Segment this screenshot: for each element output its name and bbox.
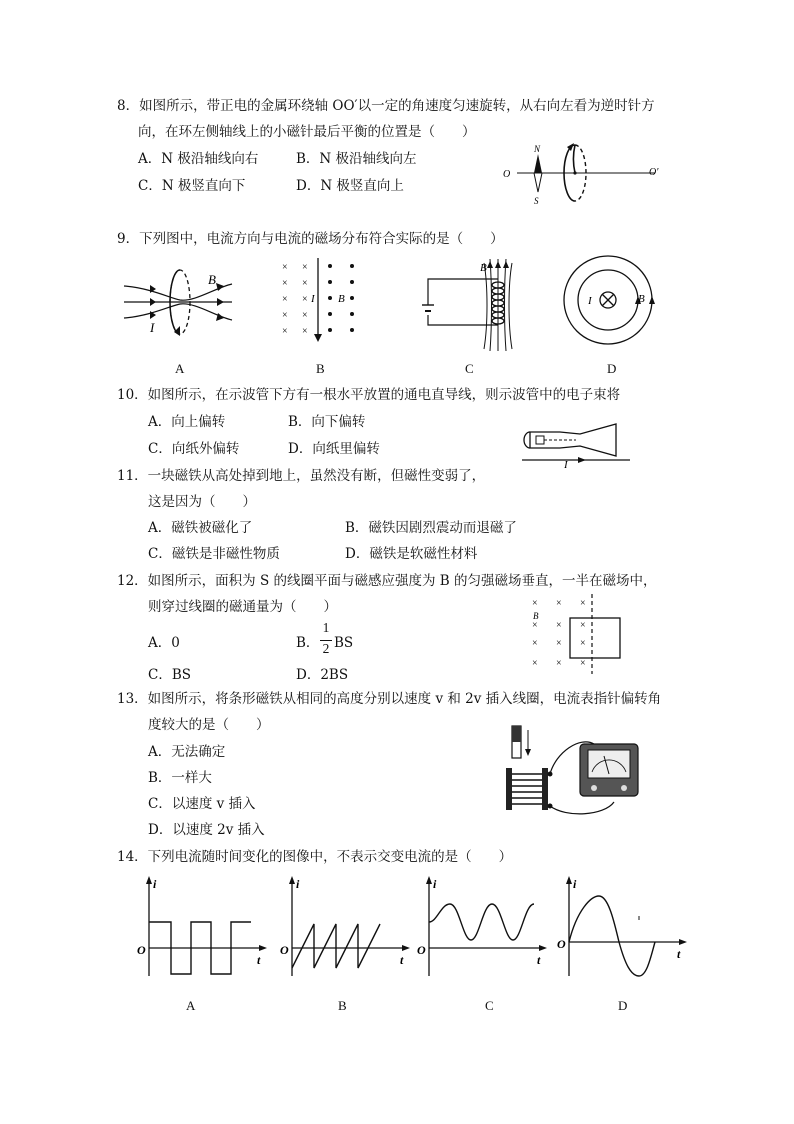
q14-graph-c-i-label: i [433, 877, 437, 891]
q14-graph-b-o-label: O [280, 943, 289, 957]
q10-option-a: A．向上偏转 [148, 414, 226, 430]
svg-text:×: × [580, 658, 586, 669]
q10-option-d: D．向纸里偏转 [288, 441, 380, 457]
svg-text:×: × [302, 310, 308, 321]
q11-stem-line1: 11．一块磁铁从高处掉到地上，虽然没有断，但磁性变弱了， [117, 468, 486, 484]
q14-graph-b-t-label: t [400, 953, 404, 967]
q10-fig-i-label: I [564, 459, 568, 471]
q14-graph-c-o-label: O [417, 943, 426, 957]
q14-stem: 14．下列电流随时间变化的图像中，不表示交变电流的是（ ） [117, 849, 513, 865]
q14-graph-d-sine-wave [555, 876, 685, 986]
svg-text:×: × [580, 598, 586, 609]
q9-label-c: C [465, 361, 474, 376]
svg-text:×: × [556, 620, 562, 631]
q13-option-c: C．以速度 v 插入 [148, 796, 256, 812]
q9-label-a: A [175, 361, 185, 376]
svg-text:×: × [282, 262, 288, 273]
q9-fig-d-b-label: B [638, 293, 645, 305]
q10-oscilloscope-tube-figure [520, 420, 640, 470]
q11-stem-line2: 这是因为（ ） [148, 494, 256, 510]
q12-option-d: D．2BS [296, 667, 349, 683]
q9-fig-a-b-label: B [208, 272, 216, 287]
q9-fig-a-ring-field [120, 262, 240, 352]
q11-option-d: D．磁铁是软磁性材料 [345, 546, 478, 562]
q13-option-a: A．无法确定 [148, 744, 226, 760]
svg-text:×: × [556, 598, 562, 609]
q9-fig-c-b-label: B [480, 262, 487, 274]
q12-option-b-suffix: BS [334, 635, 354, 651]
q8-option-a: A．N 极沿轴线向右 [138, 151, 259, 167]
q9-fig-b-wire-field [280, 258, 380, 348]
q8-option-d: D．N 极竖直向上 [296, 178, 404, 194]
q9-fig-d-i-label: I [588, 295, 592, 307]
q14-graph-d-i-label: i [573, 877, 577, 891]
q8-fig-n-label: N [534, 144, 541, 154]
q10-option-b: B．向下偏转 [288, 414, 366, 430]
svg-text:×: × [580, 620, 586, 631]
q11-option-c: C．磁铁是非磁性物质 [148, 546, 280, 562]
q14-graph-a-i-label: i [153, 877, 157, 891]
q12-option-c: C．BS [148, 667, 191, 683]
q9-fig-b-i-label: I [311, 293, 315, 305]
q9-label-d: D [607, 361, 617, 376]
q14-graph-a-square-wave [135, 876, 265, 986]
q14-graph-c-t-label: t [537, 953, 541, 967]
q12-option-b-numerator: 1 [322, 620, 330, 635]
q11-option-a: A．磁铁被磁化了 [148, 520, 253, 536]
q8-ring-compass-figure [495, 140, 695, 210]
q8-stem-line2: 向，在环左侧轴线上的小磁针最后平衡的位置是（ ） [138, 124, 476, 140]
q14-graph-d-o-label: O [557, 937, 566, 951]
q14-label-c: C [485, 998, 494, 1013]
q13-option-b: B．一样大 [148, 770, 212, 786]
q14-graph-b-sawtooth-wave [278, 876, 408, 986]
q8-option-c: C．N 极竖直向下 [138, 178, 246, 194]
q12-half-coil-field-figure [530, 594, 630, 674]
svg-text:×: × [282, 278, 288, 289]
svg-text:×: × [580, 638, 586, 649]
q12-option-b-denominator: 2 [322, 641, 330, 656]
q12-option-b-prefix: B． [296, 635, 320, 651]
q8-option-b: B．N 极沿轴线向左 [296, 151, 417, 167]
q14-label-d: D [618, 998, 628, 1013]
svg-text:×: × [532, 598, 538, 609]
q14-graph-a-o-label: O [137, 943, 146, 957]
svg-text:×: × [282, 326, 288, 337]
q8-stem-line1: 8．如图所示，带正电的金属环绕轴 OO′以一定的角速度匀速旋转，从右向左看为逆时针方 [117, 98, 655, 114]
q8-fig-s-label: S [534, 196, 539, 206]
q14-graph-c-positive-humps [415, 876, 545, 986]
svg-text:×: × [532, 658, 538, 669]
q11-option-b: B．磁铁因剧烈震动而退磁了 [345, 520, 517, 536]
q13-stem-line1: 13．如图所示，将条形磁铁从相同的高度分别以速度 v 和 2v 插入线圈，电流表指针偏转角 [117, 691, 662, 707]
q13-magnet-coil-ammeter-figure [494, 722, 654, 822]
svg-text:×: × [282, 294, 288, 305]
q8-fig-o-label: O [503, 169, 511, 180]
svg-text:×: × [282, 310, 288, 321]
svg-text:×: × [556, 658, 562, 669]
q9-fig-b-b-label: B [338, 293, 345, 305]
svg-text:×: × [532, 620, 538, 631]
svg-text:×: × [556, 638, 562, 649]
svg-text:×: × [302, 326, 308, 337]
q12-stem-line1: 12．如图所示，面积为 S 的线圈平面与磁感应强度为 B 的匀强磁场垂直，一半在磁场中， [117, 573, 657, 589]
svg-text:×: × [532, 638, 538, 649]
q14-graph-b-i-label: i [296, 877, 300, 891]
q10-option-c: C．向纸外偏转 [148, 441, 240, 457]
q9-label-b: B [316, 361, 325, 376]
q8-fig-o2-label: O′ [649, 167, 659, 178]
q12-fig-b-label: B [533, 611, 539, 621]
q14-label-a: A [186, 998, 196, 1013]
q9-fig-d-concentric-field [560, 252, 660, 352]
svg-text:×: × [302, 294, 308, 305]
svg-text:×: × [302, 278, 308, 289]
q10-stem: 10．如图所示，在示波管下方有一根水平放置的通电直导线，则示波管中的电子束将 [117, 387, 621, 403]
q12-option-a: A．0 [148, 635, 180, 651]
q9-fig-c-solenoid-circuit [420, 255, 530, 355]
svg-text:×: × [302, 262, 308, 273]
q14-graph-a-t-label: t [257, 953, 261, 967]
q14-label-b: B [338, 998, 347, 1013]
q13-stem-line2: 度较大的是（ ） [148, 717, 270, 733]
q12-stem-line2: 则穿过线圈的磁通量为（ ） [148, 599, 337, 615]
q9-fig-a-i-label: I [150, 320, 155, 335]
q13-option-d: D．以速度 2v 插入 [148, 822, 265, 838]
q14-graph-d-t-label: t [677, 947, 681, 961]
q9-stem: 9．下列图中，电流方向与电流的磁场分布符合实际的是（ ） [117, 231, 504, 247]
